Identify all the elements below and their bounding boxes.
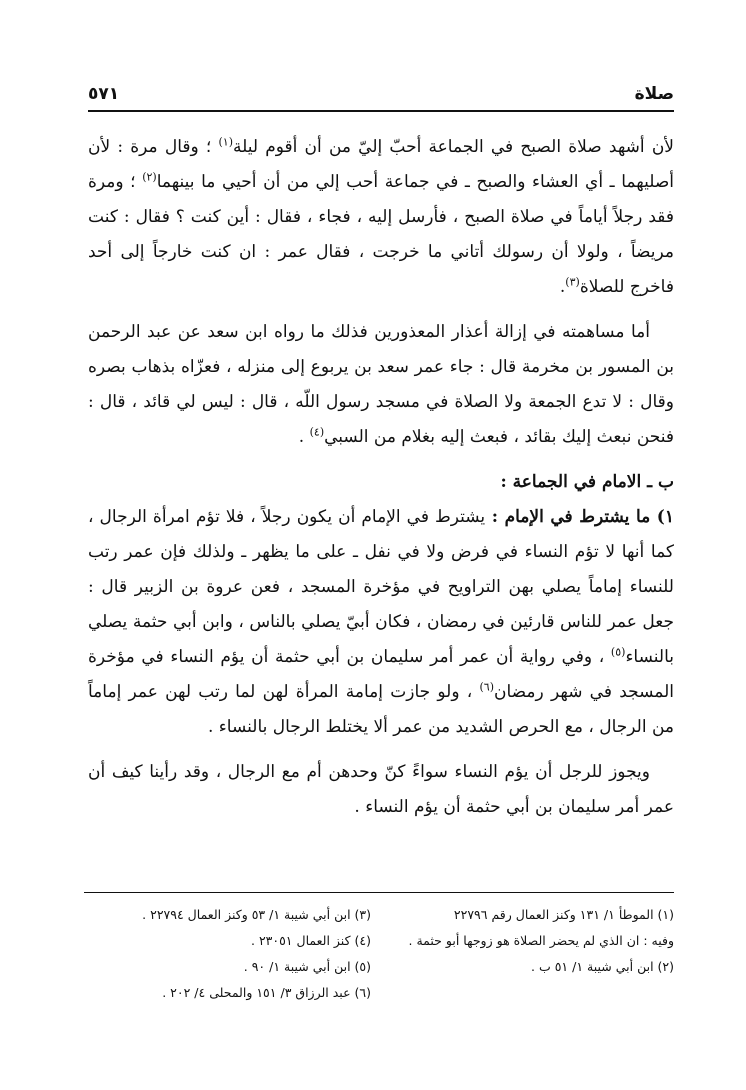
footnote-ref: (٣) [565,275,580,289]
footnote-1-cont: وفيه : ان الذي لم يحضر الصلاة هو زوجها أبو حثمة . [408,933,674,948]
footnote-3: (٣) ابن أبي شيبة ١/ ٥٣ وكنز العمال ٢٢٧٩٤ . [142,907,371,922]
footnote-ref: (٥) [610,645,626,659]
paragraph-4: ويجوز للرجل أن يؤم النساء سواءً كنّ وحدهن أم مع الرجال ، وقد رأينا كيف أن عمر أمر سليمان بن أبي حثمة أن يؤم النساء . [88,762,674,817]
footnote-ref: (٦) [479,680,495,694]
paragraph-3: ١) ما يشترط في الإمام : يشترط في الإمام أن يكون رجلاً ، فلا تؤم امرأة الرجال ، كما أنها لا تؤم النساء في فرض ولا في نفل ـ على ما يظهر ـ ولذلك فإن عمر رتب للنساء إماماً يصلي بهن التراويح في مؤخرة المسجد ، فعن عروة بن الزبير قال : جعل عمر للناس قارئين في رمضان ، فكان أبيّ يصلي بالناس ، وابن أبي حثمة يصلي بالنساء$^{(٥)}$ ، وفي رواية أن عمر أمر سليمان بن أبي حثمة أن يؤم النساء في مؤخرة المسجد في شهر رمضان$^{(٦)}$ ، ولو جازت إمامة المرأة لهن لما رتب لهن عمر إماماً من الرجال ، مع الحرص الشديد من عمر ألا يختلط الرجال بالنساء . [88,507,674,737]
header-rule [88,110,674,112]
main-text [88,130,674,835]
paragraph-1: لأن أشهد صلاة الصبح في الجماعة أحبّ إليّ من أن أقوم ليلة$^{(١)}$ ؛ وقال مرة : لأن أصليهما ـ أي العشاء والصبح ـ في جماعة أحب إلي من أن أحيي ما بينهما$^{(٢)}$ ؛ ومرة فقد رجلاً أياماً في صلاة الصبح ، فأرسل إليه ، فجاء ، فقال : أين كنت ؟ فقال : كنت مريضاً ، ولولا أن رسولك أتاني ما خرجت ، فقال عمر : ان كنت خارجاً إلى أحد فاخرج للصلاة$^{(٣)}$. [88,135,674,297]
footnote-ref: (٤) [309,425,325,439]
footnote-ref: (١) [218,135,233,149]
paragraph-2: أما مساهمته في إزالة أعذار المعذورين فذلك ما رواه ابن سعد عن عبد الرحمن بن المسور بن مخرمة قال : جاء عمر سعد بن يربوع إلى منزله ، فعزّاه بذهاب بصره وقال : لا تدع الجمعة ولا الصلاة في مسجد رسول اللّه ، قال : ليس لي قائد ، قال : فنحن نبعث إليك بقائد ، فبعث إليه بغلام من السبي$^{(٤)}$ . [88,322,674,447]
footnotes-right-column [391,902,674,1006]
running-title: صلاة [634,84,674,104]
footnotes-left-column [88,902,371,1006]
footnote-ref: (٢) [142,170,157,184]
section-heading: ب ـ الامام في الجماعة : [500,472,674,492]
footnote-6: (٦) عبد الرزاق ٣/ ١٥١ والمحلى ٤/ ٢٠٢ . [162,985,371,1000]
footnotes [88,902,674,1006]
footnote-5: (٥) ابن أبي شيبة ١/ ٩٠ . [243,959,371,974]
footnote-2: (٢) ابن أبي شيبة ١/ ٥١ ب . [531,959,674,974]
running-head [88,80,674,108]
page-number: ٥٧١ [88,84,120,104]
subsection-title: ١) ما يشترط في الإمام : [485,507,674,527]
footnote-4: (٤) كنز العمال ٢٣٠٥١ . [251,933,371,948]
footnote-rule [84,892,674,893]
footnote-1: (١) الموطأ ١/ ١٣١ وكنز العمال رقم ٢٢٧٩٦ [453,907,674,922]
